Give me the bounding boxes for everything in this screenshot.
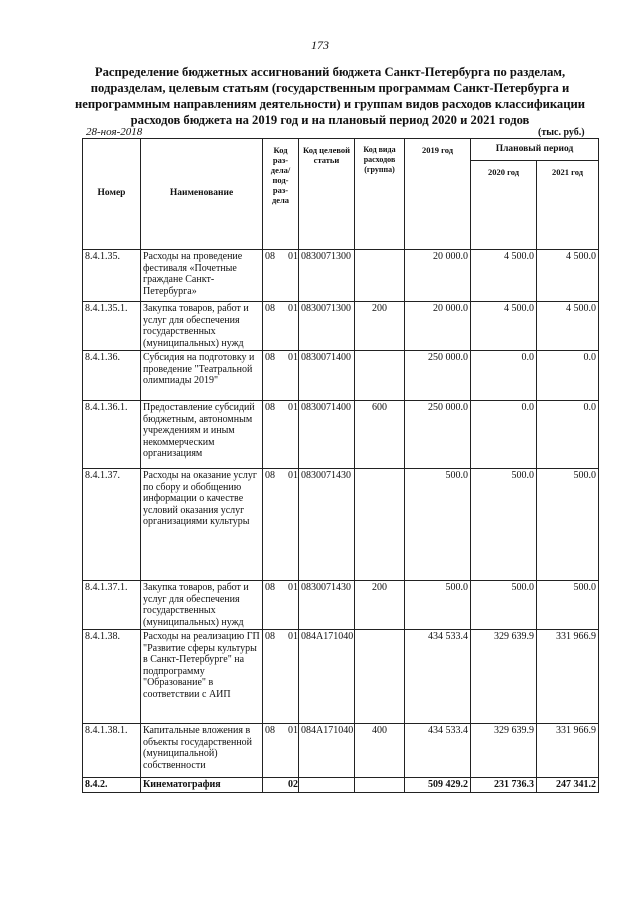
- row-number: 8.4.1.37.1.: [83, 581, 141, 630]
- row-amount-2019: 434 533.4: [405, 724, 471, 778]
- table-row: [83, 630, 599, 724]
- row-subsection: 02: [288, 779, 298, 790]
- row-section-code: [263, 401, 299, 469]
- row-number: 8.4.1.37.: [83, 469, 141, 581]
- row-number: 8.4.1.35.: [83, 250, 141, 302]
- row-amount-2019: 500.0: [405, 581, 471, 630]
- document-date: 28-ноя-2018: [86, 126, 143, 138]
- row-section: 08: [265, 725, 275, 736]
- row-amount-2019: 20 000.0: [405, 250, 471, 302]
- row-subsection: 01: [288, 352, 298, 363]
- row-section: 08: [265, 402, 275, 413]
- row-section-code: [263, 778, 299, 793]
- header-section-code: Код раз-дела/ под-раз-дела: [263, 139, 299, 250]
- row-section-code: [263, 469, 299, 581]
- row-name: Кинематография: [141, 778, 263, 793]
- row-target-code: 084А171040: [299, 724, 355, 778]
- row-name: Расходы на оказание услуг по сбору и обобщению информации о качестве условий оказания услуг организациями культуры: [141, 469, 263, 581]
- row-section-code: [263, 724, 299, 778]
- row-subsection: 01: [288, 725, 298, 736]
- row-number: 8.4.1.38.1.: [83, 724, 141, 778]
- row-target-code: 0830071300: [299, 302, 355, 351]
- header-2020: 2020 год: [471, 161, 537, 250]
- row-amount-2021: 331 966.9: [537, 630, 599, 724]
- row-subsection: 01: [288, 631, 298, 642]
- row-name: Расходы на проведение фестиваля «Почетные граждане Санкт-Петербурга»: [141, 250, 263, 302]
- table-row: [83, 469, 599, 581]
- row-number: 8.4.2.: [83, 778, 141, 793]
- row-expense-kind: 200: [355, 302, 405, 351]
- row-amount-2020: 4 500.0: [471, 250, 537, 302]
- row-amount-2021: 4 500.0: [537, 250, 599, 302]
- row-amount-2020: 231 736.3: [471, 778, 537, 793]
- row-amount-2020: 329 639.9: [471, 630, 537, 724]
- row-expense-kind: [355, 351, 405, 401]
- row-section: 08: [265, 582, 275, 593]
- row-amount-2020: 4 500.0: [471, 302, 537, 351]
- row-amount-2020: 0.0: [471, 401, 537, 469]
- row-subsection: 01: [288, 251, 298, 262]
- header-2021: 2021 год: [537, 161, 599, 250]
- row-expense-kind: [355, 630, 405, 724]
- row-amount-2020: 0.0: [471, 351, 537, 401]
- row-section: 08: [265, 631, 275, 642]
- row-amount-2019: 20 000.0: [405, 302, 471, 351]
- table-row: [83, 401, 599, 469]
- row-expense-kind: [355, 250, 405, 302]
- row-number: 8.4.1.38.: [83, 630, 141, 724]
- row-amount-2019: 434 533.4: [405, 630, 471, 724]
- row-name: Расходы на реализацию ГП "Развитие сферы культуры в Санкт-Петербурге" на подпрограмму "Образование" в соответствии с АИП: [141, 630, 263, 724]
- row-number: 8.4.1.36.: [83, 351, 141, 401]
- row-number: 8.4.1.35.1.: [83, 302, 141, 351]
- row-expense-kind: 600: [355, 401, 405, 469]
- row-name: Предоставление субсидий бюджетным, автономным учреждениям и иным некоммерческим организациям: [141, 401, 263, 469]
- table-row: [83, 302, 599, 351]
- header-planned-period: Плановый период: [471, 139, 599, 161]
- row-subsection: 01: [288, 582, 298, 593]
- row-amount-2020: 500.0: [471, 581, 537, 630]
- row-section: 08: [265, 352, 275, 363]
- row-amount-2021: 0.0: [537, 401, 599, 469]
- row-amount-2020: 500.0: [471, 469, 537, 581]
- row-expense-kind: 400: [355, 724, 405, 778]
- units-label: (тыс. руб.): [538, 127, 585, 138]
- row-name: Закупка товаров, работ и услуг для обеспечения государственных (муниципальных) нужд: [141, 581, 263, 630]
- row-expense-kind: [355, 778, 405, 793]
- row-target-code: 0830071400: [299, 401, 355, 469]
- page-title: Распределение бюджетных ассигнований бюджета Санкт-Петербурга по разделам, подразделам, целевым статьям (государственным программам Санкт-Петербурга и непрограммным направлениям деятельности) и группам видов расходов классификации расходов бюджета на 2019 год и на плановый период 2020 и 2021 годов: [75, 65, 585, 127]
- row-section: 08: [265, 303, 275, 314]
- table-row: [83, 581, 599, 630]
- table-row: [83, 724, 599, 778]
- row-amount-2019: 250 000.0: [405, 351, 471, 401]
- row-section-code: [263, 302, 299, 351]
- row-target-code: 0830071300: [299, 250, 355, 302]
- row-subsection: 01: [288, 402, 298, 413]
- row-amount-2021: 500.0: [537, 469, 599, 581]
- row-target-code: 0830071430: [299, 581, 355, 630]
- table-row: [83, 250, 599, 302]
- row-subsection: 01: [288, 303, 298, 314]
- row-section: 08: [265, 251, 275, 262]
- row-expense-kind: 200: [355, 581, 405, 630]
- header-number: Номер: [83, 139, 141, 250]
- row-amount-2019: 500.0: [405, 469, 471, 581]
- row-amount-2019: 250 000.0: [405, 401, 471, 469]
- table-row: [83, 778, 599, 793]
- row-target-code: 0830071430: [299, 469, 355, 581]
- header-2019: 2019 год: [405, 139, 471, 250]
- table-row: [83, 351, 599, 401]
- row-section-code: [263, 581, 299, 630]
- budget-table: [82, 138, 599, 793]
- row-name: Капитальные вложения в объекты государственной (муниципальной) собственности: [141, 724, 263, 778]
- row-subsection: 01: [288, 470, 298, 481]
- row-section-code: [263, 630, 299, 724]
- row-expense-kind: [355, 469, 405, 581]
- row-number: 8.4.1.36.1.: [83, 401, 141, 469]
- page-number: 173: [311, 38, 329, 52]
- row-name: Закупка товаров, работ и услуг для обеспечения государственных (муниципальных) нужд: [141, 302, 263, 351]
- row-target-code: 084А171040: [299, 630, 355, 724]
- header-name: Наименование: [141, 139, 263, 250]
- row-amount-2019: 509 429.2: [405, 778, 471, 793]
- row-section: 08: [265, 470, 275, 481]
- row-amount-2020: 329 639.9: [471, 724, 537, 778]
- row-name: Субсидия на подготовку и проведение "Театральной олимпиады 2019": [141, 351, 263, 401]
- row-target-code: [299, 778, 355, 793]
- row-section-code: [263, 250, 299, 302]
- row-amount-2021: 247 341.2: [537, 778, 599, 793]
- header-expense-kind-code: Код вида расходов (группа): [355, 139, 405, 250]
- row-target-code: 0830071400: [299, 351, 355, 401]
- row-amount-2021: 4 500.0: [537, 302, 599, 351]
- row-amount-2021: 0.0: [537, 351, 599, 401]
- row-amount-2021: 331 966.9: [537, 724, 599, 778]
- row-section-code: [263, 351, 299, 401]
- header-target-code: Код целевой статьи: [299, 139, 355, 250]
- row-amount-2021: 500.0: [537, 581, 599, 630]
